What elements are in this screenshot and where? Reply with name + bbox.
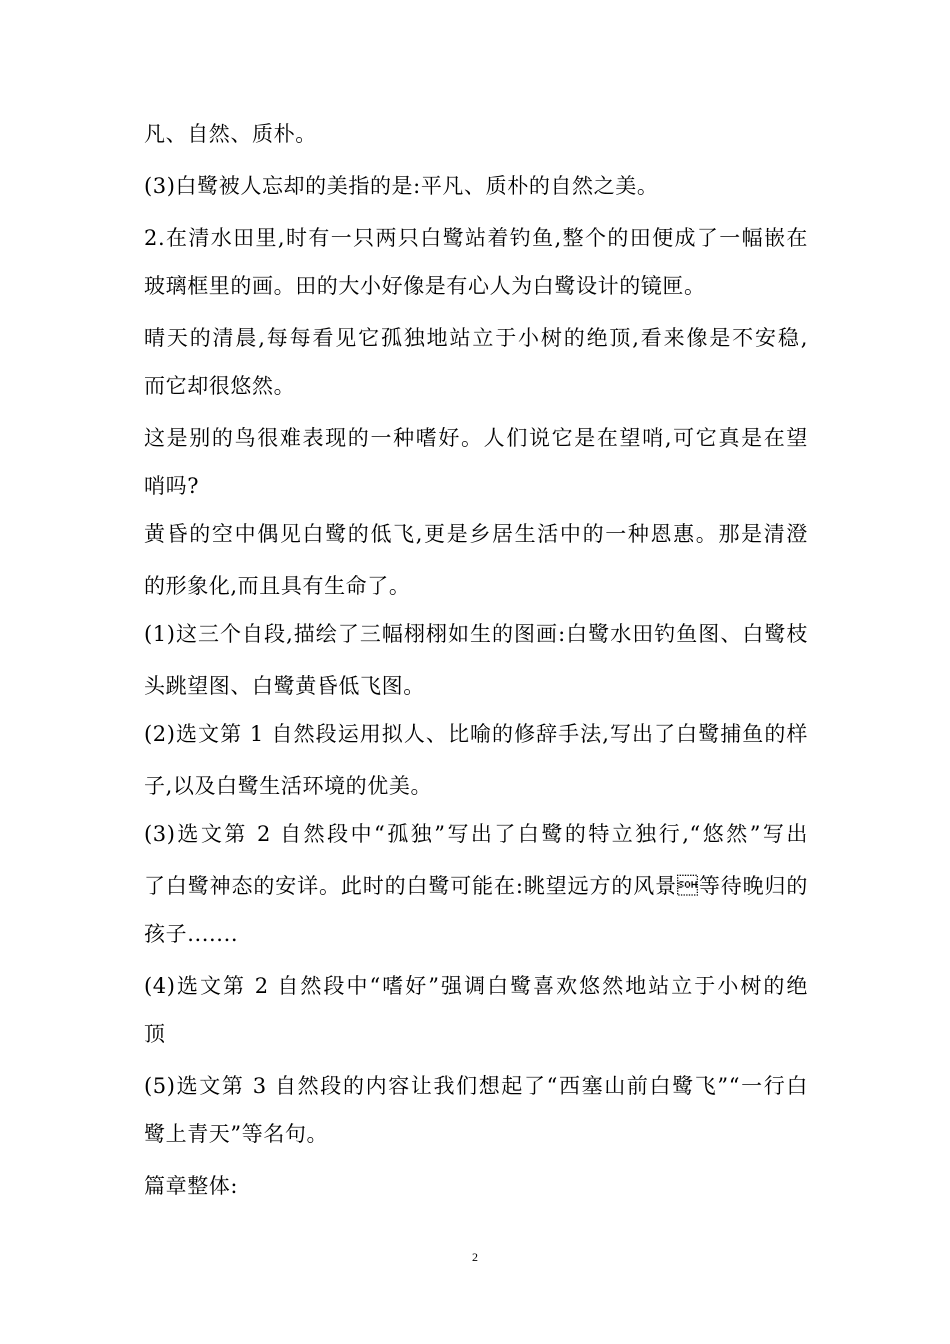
text-line: 鹭上青天”等名句。: [144, 1122, 329, 1146]
text-line: 玻璃框里的画。田的大小好像是有心人为白鹭设计的镜匣。: [144, 274, 706, 298]
text-line: 的形象化,而且具有生命了。: [144, 574, 411, 598]
text-line: (1)这三个自段,描绘了三幅栩栩如生的图画:白鹭水田钓鱼图、白鹭枝: [144, 622, 808, 646]
text-line: 了白鹭神态的安详。此时的白鹭可能在:眺望远方的风景等待晚归的: [144, 874, 808, 898]
text-line: 哨吗?: [144, 474, 200, 498]
text-line: (2)选文第 1 自然段运用拟人、比喻的修辞手法,写出了白鹭捕鱼的样: [144, 722, 808, 746]
text-line: 晴天的清晨,每每看见它孤独地站立于小树的绝顶,看来像是不安稳,: [144, 326, 808, 350]
text-line: 黄昏的空中偶见白鹭的低飞,更是乡居生活中的一种恩惠。那是清澄: [144, 522, 808, 546]
text-line: 头跳望图、白鹭黄昏低飞图。: [144, 674, 425, 698]
text-line: 孩子.......: [144, 922, 239, 946]
text-line: 子,以及白鹭生活环境的优美。: [144, 774, 433, 798]
text-line: (3)选文第 2 自然段中“孤独”写出了白鹭的特立独行,“悠然”写出: [144, 822, 808, 846]
text-line: 凡、自然、质朴。: [144, 122, 317, 146]
text-line: 而它却很悠然。: [144, 374, 296, 398]
text-line: (4)选文第 2 自然段中“嗜好”强调白鹭喜欢悠然地站立于小树的绝: [144, 974, 808, 998]
text-line: 顶: [144, 1022, 166, 1046]
text-line: 篇章整体:: [144, 1174, 239, 1198]
page-number: 2: [472, 1250, 478, 1264]
text-line: (5)选文第 3 自然段的内容让我们想起了“西塞山前白鹭飞”“一行白: [144, 1074, 808, 1098]
text-line: (3)白鹭被人忘却的美指的是:平凡、质朴的自然之美。: [144, 174, 659, 198]
text-line: 这是别的鸟很难表现的一种嗜好。人们说它是在望哨,可它真是在望: [144, 426, 808, 450]
text-line: 2.在清水田里,时有一只两只白鹭站着钓鱼,整个的田便成了一幅嵌在: [144, 226, 808, 250]
